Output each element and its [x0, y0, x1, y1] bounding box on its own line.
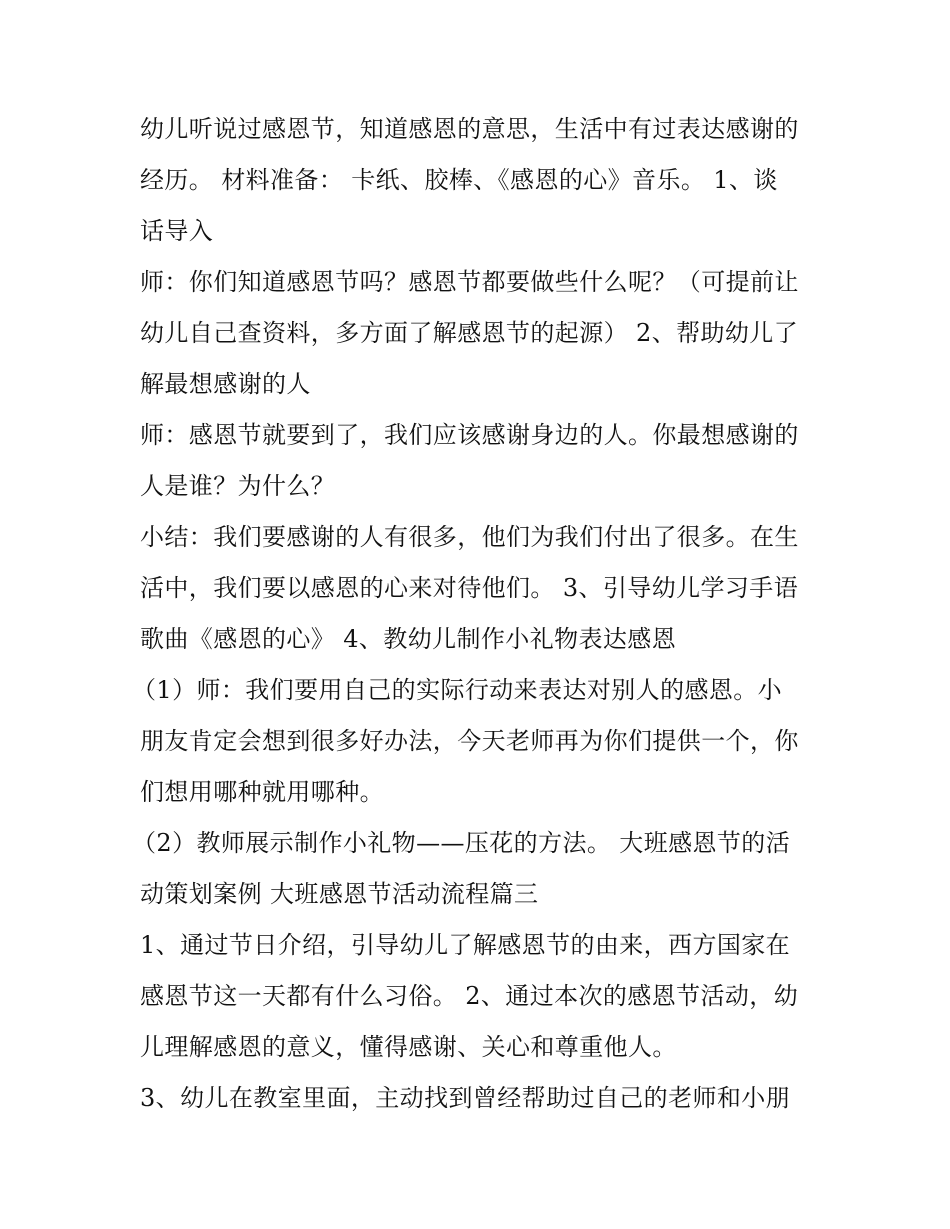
text-line-10: 活中，我们要以感恩的心来对待他们。 3、引导幼儿学习手语: [140, 574, 799, 602]
text-line-7: 师：感恩节就要到了，我们应该感谢身边的人。你最想感谢的: [140, 421, 799, 449]
text-line-18: 感恩节这一天都有什么习俗。 2、通过本次的感恩节活动，幼: [140, 982, 799, 1010]
text-line-20: 3、幼儿在教室里面，主动找到曾经帮助过自己的老师和小朋: [140, 1084, 791, 1112]
text-line-2: 经历。 材料准备： 卡纸、胶棒、《感恩的心》音乐。 1、谈: [140, 166, 778, 194]
text-line-19: 儿理解感恩的意义，懂得感谢、关心和尊重他人。: [140, 1033, 677, 1061]
text-line-15: （2）教师展示制作小礼物——压花的方法。 大班感恩节的活: [132, 829, 791, 857]
text-line-5: 幼儿自己查资料，多方面了解感恩节的起源） 2、帮助幼儿了: [140, 319, 799, 347]
text-line-13: 朋友肯定会想到很多好办法，今天老师再为你们提供一个，你: [140, 727, 799, 755]
document-body: [132, 104, 820, 1124]
text-line-12: （1）师：我们要用自己的实际行动来表达对别人的感恩。小: [132, 676, 783, 704]
text-line-17: 1、通过节日介绍，引导幼儿了解感恩节的由来，西方国家在: [140, 931, 791, 959]
text-line-14: 们想用哪种就用哪种。: [140, 778, 384, 806]
text-line-6: 解最想感谢的人: [140, 370, 311, 398]
text-line-9: 小结：我们要感谢的人有很多，他们为我们付出了很多。在生: [140, 523, 799, 551]
text-line-11: 歌曲《感恩的心》 4、教幼儿制作小礼物表达感恩: [140, 625, 677, 653]
text-line-1: 幼儿听说过感恩节，知道感恩的意思，生活中有过表达感谢的: [140, 115, 799, 143]
text-line-8: 人是谁？为什么？: [140, 472, 336, 500]
text-line-16: 动策划案例 大班感恩节活动流程篇三: [140, 880, 539, 908]
text-line-4: 师：你们知道感恩节吗？感恩节都要做些什么呢？（可提前让: [140, 268, 799, 296]
text-line-3: 话导入: [140, 217, 214, 245]
